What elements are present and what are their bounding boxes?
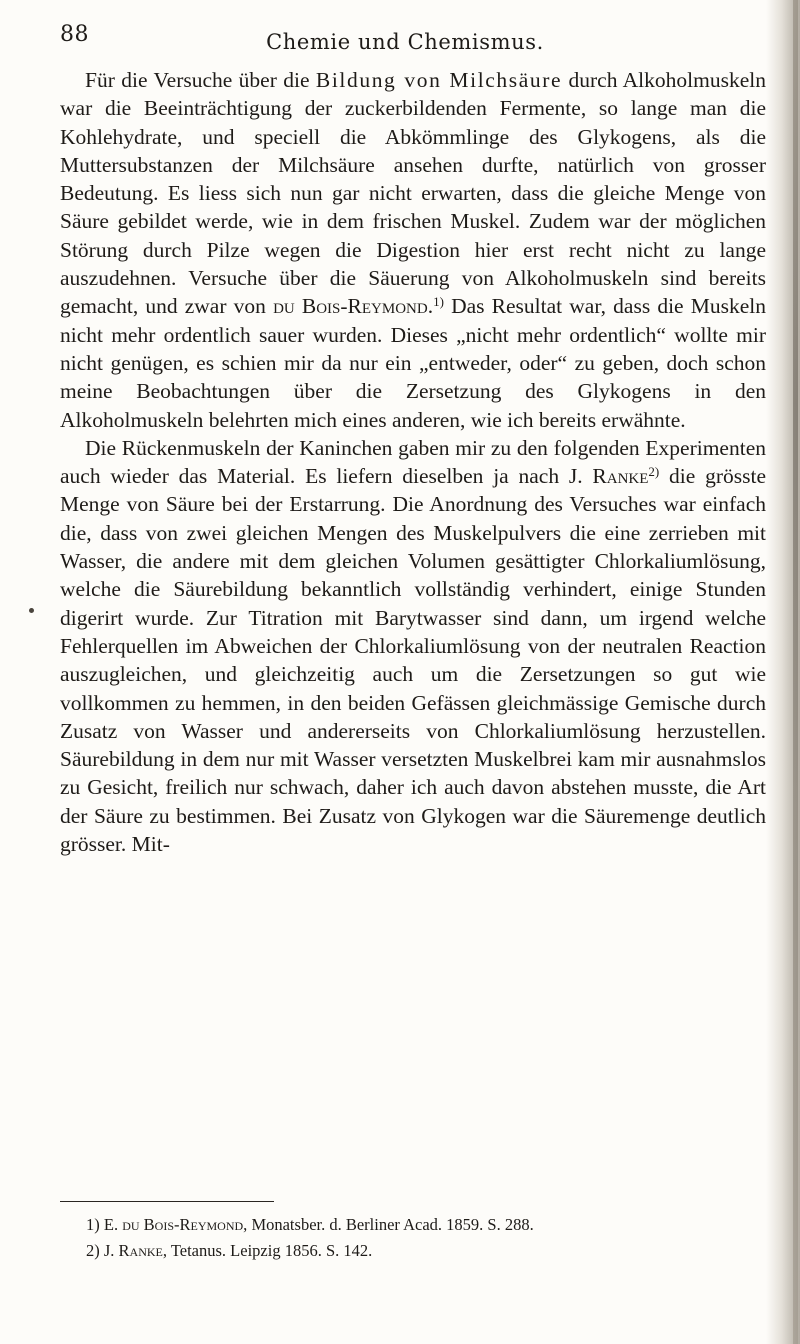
paragraph-1-tail: Das Resultat war, dass die Muskeln nicht mehr ordentlich sauer wurden. Dieses „nicht mehr ordentlich“ wollte mir nicht genügen, es schien mir da nur ein „entweder, oder“ zu geben, doch schon meine Beobachtungen über die Zersetzung des Glykogens in den Alkoholmuskeln belehrten mich eines anderen, wie ich bereits erwähnte. [60,294,766,432]
paragraph-2 [60,434,766,858]
paragraph-1-author: du Bois-Reymond. [273,294,434,319]
paragraph-2-lead: Die Rückenmuskeln der Kaninchen gaben mir zu den folgenden Experimenten auch wieder das Material. Es liefern dieselben ja nach J. [60,435,766,489]
page-number: 88 [60,22,89,47]
paragraph-1-lead: Für die Versuche über die [85,68,316,92]
footnote-1-initial: E. [103,1215,123,1234]
footnote-ref-1: 1) [433,294,444,310]
running-title: Chemie und Chemismus. [266,30,544,54]
footnote-2-text: Tetanus. Leipzig 1856. S. 142. [167,1241,373,1260]
footnote-2-author: Ranke, [118,1241,168,1260]
paragraph-2-author: Ranke [592,464,649,489]
paragraph-1-text: durch Alkoholmuskeln war die Beeinträchtigung der zuckerbildenden Fermente, so lange man die Kohlehydrate, und speciell die Abkömmlinge des Glykogens, als die Muttersubstanzen der Milchsäure ansehen durfte, natürlich von grosser Bedeutung. Es liess sich nun gar nicht erwarten, dass die gleiche Menge von Säure gebildet werde, wie in dem frischen Muskel. Zudem war der möglichen Störung durch Pilze wegen die Digestion hier erst recht nicht zu lange auszudehnen. Versuche über die Säuerung von Alkoholmuskeln sind bereits gemacht, und zwar von [60,68,766,319]
footnote-2-initial: J. [103,1241,119,1260]
footnote-1-author: du Bois-Reymond, [122,1215,248,1234]
footnote-1-marker: 1) [86,1215,100,1234]
paragraph-1-emphasis: Bildung von Milchsäure [315,68,563,92]
footnote-ref-2: 2) [648,464,660,480]
binding-edge [793,0,798,1344]
footnote-rule [60,1201,274,1202]
footnote-1 [86,1212,766,1238]
paragraph-2-tail: die grösste Menge von Säure bei der Erstarrung. Die Anordnung des Versuches war einfach die, dass von zwei gleichen Mengen des Muskelpulvers die eine zerrieben mit Wasser, die andere mit dem gleichen Volumen gesättigter Chlorkaliumlösung, welche die Säurebildung bekanntlich vollständig verhindert, einige Stunden digerirt wurde. Zur Titration mit Barytwasser sind dann, um irgend welche Fehlerquellen im Abweichen der Chlorkaliumlösung von der neutralen Reaction auszugleichen, und gleichzeitig auch um die Zersetzungen so gut wie vollkommen zu hemmen, in den beiden Gefässen gleichmässige Gemische durch Zusatz von Wasser und andererseits von Chlorkaliumlösung herzustellen. Säurebildung in dem nur mit Wasser versetzten Muskelbrei kam mir ausnahmslos zu Gesicht, freilich nur schwach, daher ich auch davon abstehen musste, die Art der Säure zu bestimmen. Bei Zusatz von Glykogen war die Säuremenge deutlich grösser. Mit- [60,464,766,857]
footnote-2 [86,1238,766,1264]
footnotes [86,1212,766,1264]
body-text [60,66,766,858]
footnote-2-marker: 2) [86,1241,100,1260]
page-header [60,22,750,62]
paragraph-1 [60,66,766,434]
ink-speck [29,608,34,613]
footnote-1-text: Monatsber. d. Berliner Acad. 1859. S. 288. [247,1215,534,1234]
